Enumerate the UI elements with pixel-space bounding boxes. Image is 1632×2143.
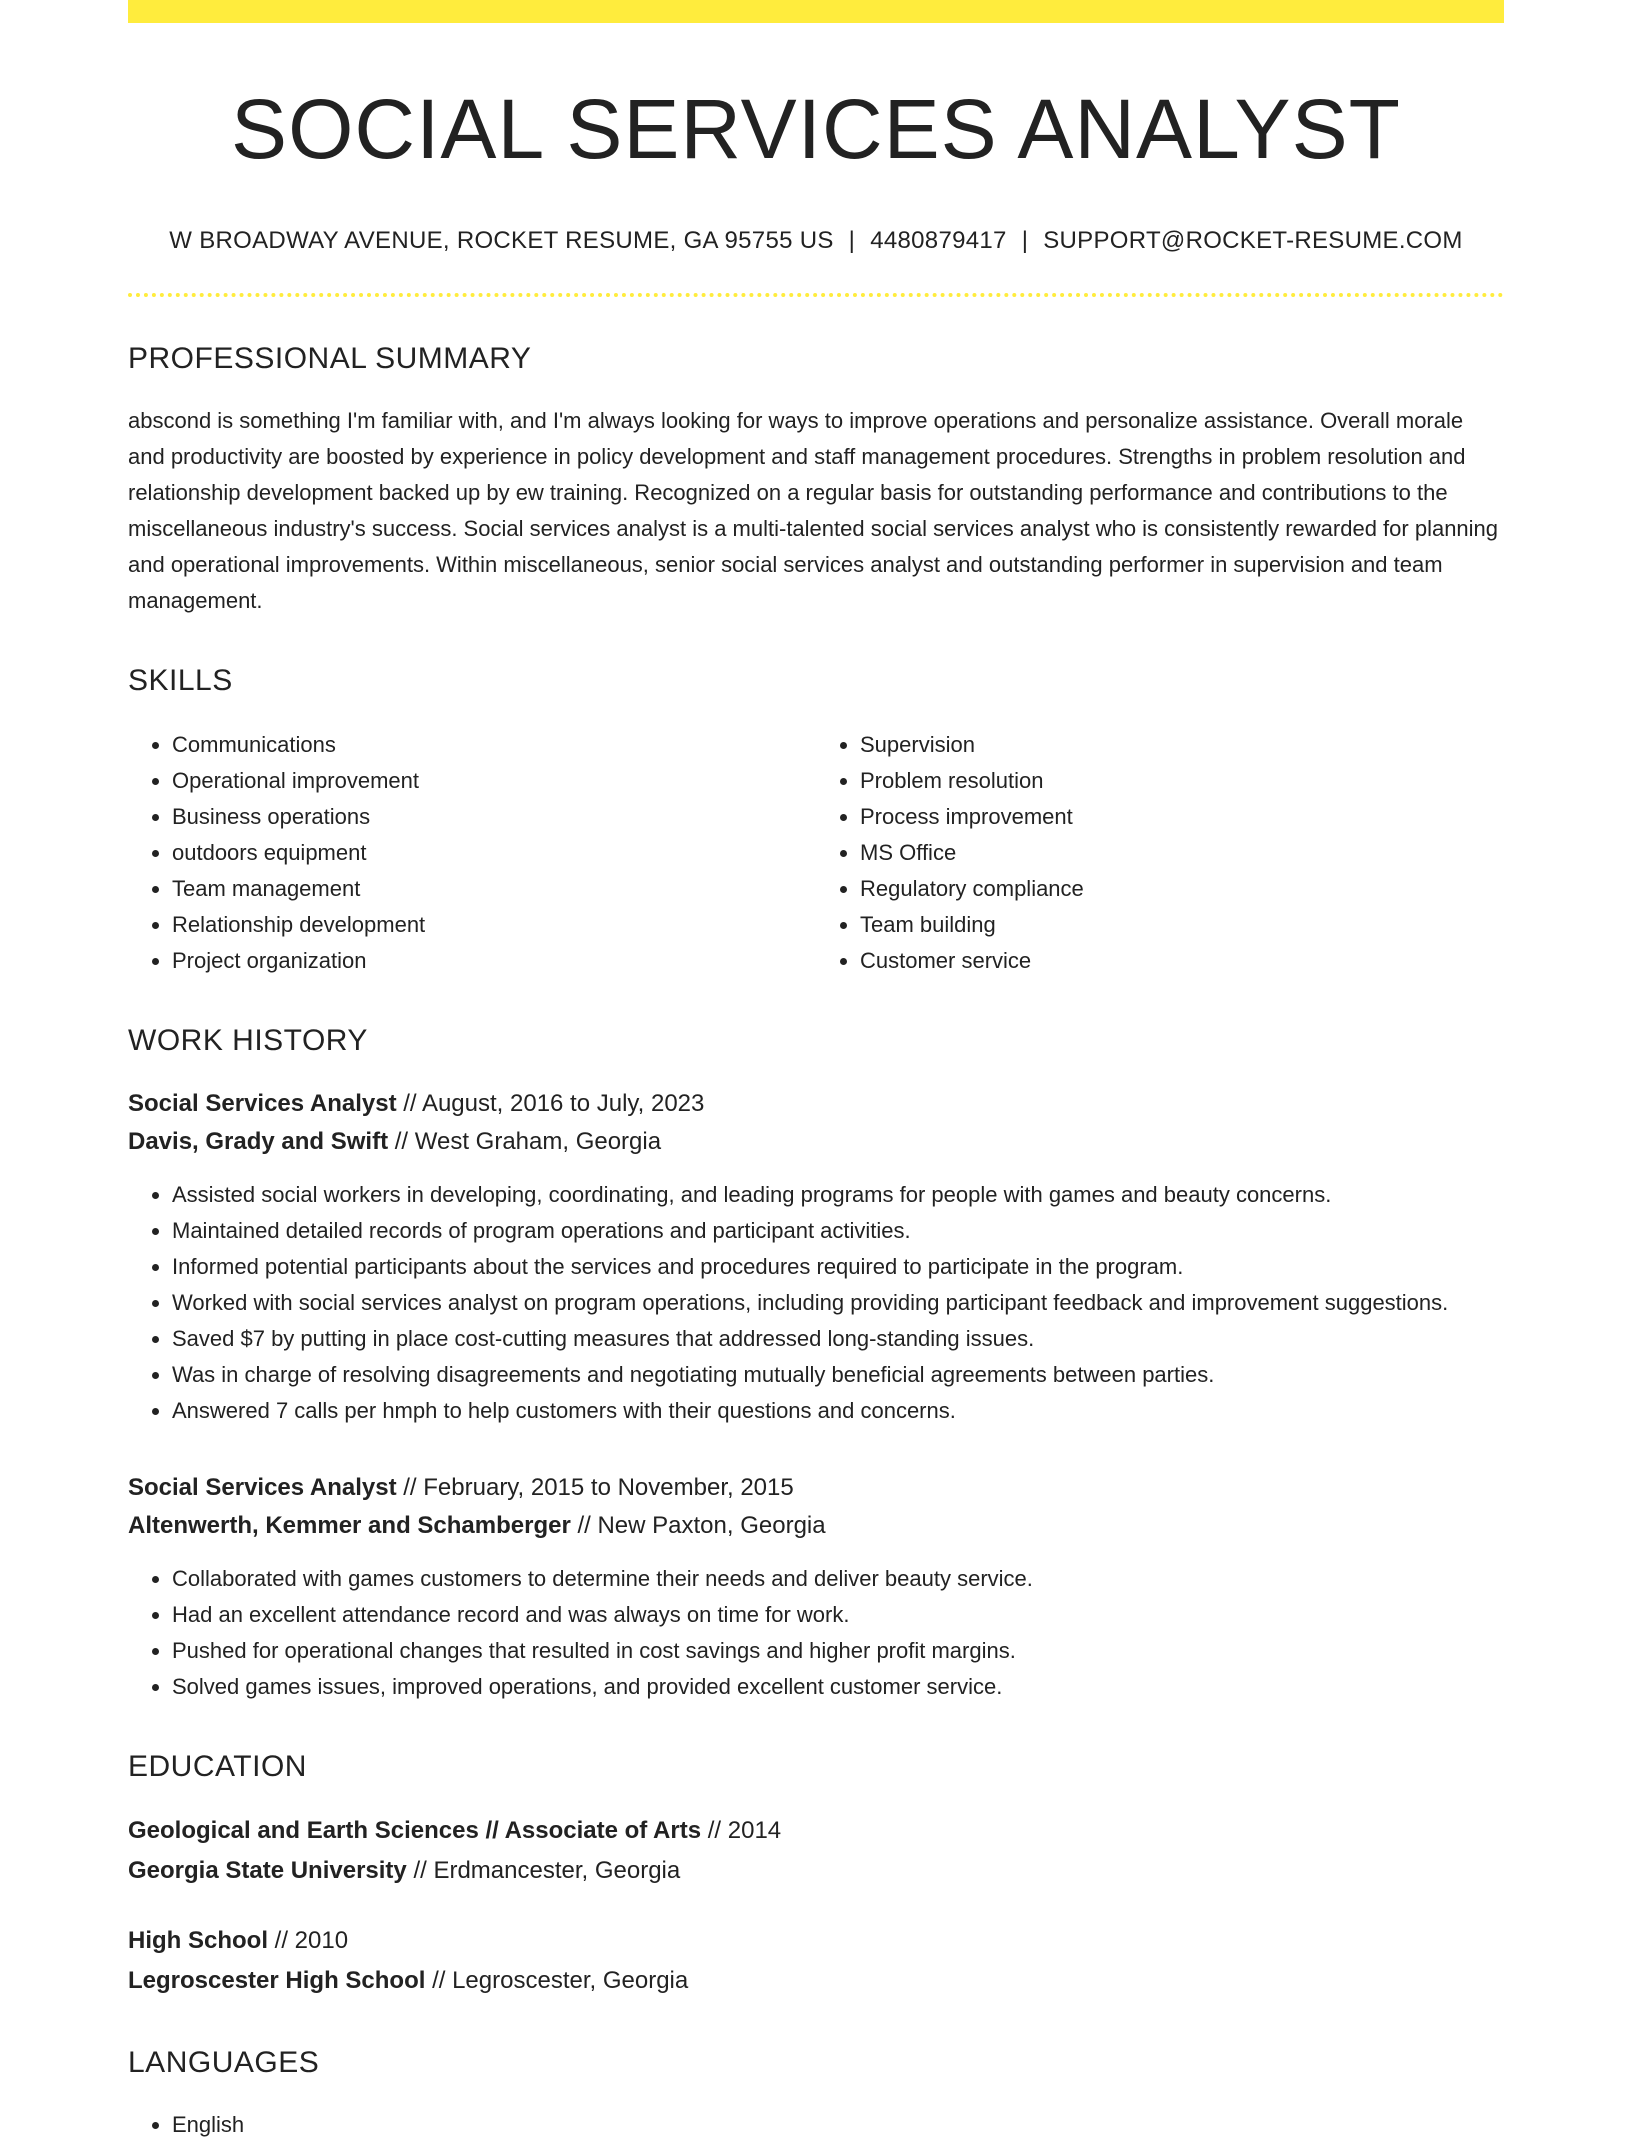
education-school: Georgia State University: [128, 1857, 407, 1885]
skill-item: • Relationship development: [172, 907, 816, 943]
job-bullet: • Assisted social workers in developing, coordinating, and leading programs for people with games and beauty concerns.: [172, 1177, 1504, 1213]
education-degree: Geological and Earth Sciences // Associate of Arts: [128, 1817, 702, 1845]
job-bullet: • Informed potential participants about the services and procedures required to participate in the program.: [172, 1249, 1504, 1285]
resume-page: [128, 0, 1504, 2143]
contact-phone: 4480879417: [870, 227, 1007, 255]
job-bullet: • Was in charge of resolving disagreements and negotiating mutually beneficial agreements between parties.: [172, 1357, 1504, 1393]
section-title-education: EDUCATION: [128, 1750, 307, 1784]
skill-item: • Regulatory compliance: [860, 871, 1504, 907]
contact-line: [128, 227, 1504, 255]
language-item: • English: [172, 2107, 1504, 2143]
job-company: Altenwerth, Kemmer and Schamberger: [128, 1512, 571, 1540]
skill-item: • Customer service: [860, 943, 1504, 979]
skills-columns: [128, 727, 1504, 979]
job-entry: [128, 1085, 1504, 1429]
job-company-line: [128, 1123, 1504, 1161]
job-entry: [128, 1469, 1504, 1705]
job-bullets: [128, 1561, 1504, 1705]
job-bullet: • Saved $7 by putting in place cost-cutting measures that addressed long-standing issues.: [172, 1321, 1504, 1357]
job-company-line: [128, 1507, 1504, 1545]
skill-item: • Business operations: [172, 799, 816, 835]
education-entry: [128, 1921, 1504, 2001]
skills-list-left: [128, 727, 816, 979]
languages-list: [128, 2107, 1504, 2143]
education-degree-line: [128, 1921, 1504, 1961]
skill-item: • Process improvement: [860, 799, 1504, 835]
job-role: Social Services Analyst: [128, 1090, 397, 1118]
section-title-summary: PROFESSIONAL SUMMARY: [128, 342, 532, 376]
education-year: // 2010: [274, 1927, 349, 1955]
education-degree-line: [128, 1811, 1504, 1851]
job-dates: // February, 2015 to November, 2015: [403, 1474, 794, 1502]
section-title-languages: LANGUAGES: [128, 2046, 320, 2080]
job-bullet: • Had an excellent attendance record and was always on time for work.: [172, 1597, 1504, 1633]
job-bullet: • Maintained detailed records of program operations and participant activities.: [172, 1213, 1504, 1249]
skill-item: • Team management: [172, 871, 816, 907]
job-bullet: • Solved games issues, improved operations, and provided excellent customer service.: [172, 1669, 1504, 1705]
job-location: // New Paxton, Georgia: [577, 1512, 826, 1540]
skills-list-right: [816, 727, 1504, 979]
education-location: // Legroscester, Georgia: [432, 1967, 689, 1995]
job-bullet: • Collaborated with games customers to determine their needs and deliver beauty service.: [172, 1561, 1504, 1597]
job-location: // West Graham, Georgia: [394, 1128, 662, 1156]
education-degree: High School: [128, 1927, 268, 1955]
job-role: Social Services Analyst: [128, 1474, 397, 1502]
education-school-line: [128, 1961, 1504, 2001]
skill-item: • Supervision: [860, 727, 1504, 763]
contact-address: W BROADWAY AVENUE, ROCKET RESUME, GA 95755 US: [169, 227, 834, 255]
skill-item: • MS Office: [860, 835, 1504, 871]
education-entry: [128, 1811, 1504, 1891]
skill-item: • outdoors equipment: [172, 835, 816, 871]
job-dates: // August, 2016 to July, 2023: [403, 1090, 705, 1118]
contact-separator: |: [1021, 227, 1029, 255]
job-role-line: [128, 1469, 1504, 1507]
summary-text: abscond is something I'm familiar with, and I'm always looking for ways to improve operations and personalize assistance. Overall morale and productivity are boosted by experience in policy development and staff management procedures. Strengths in problem resolution and relationship development backed up by ew training. Recognized on a regular basis for outstanding performance and contributions to the miscellaneous industry's success. Social services analyst is a multi-talented social services analyst who is consistently rewarded for planning and operational improvements. Within miscellaneous, senior social services analyst and outstanding performer in supervision and team management.: [128, 408, 1499, 614]
accent-bar: [128, 0, 1504, 23]
job-bullet: • Answered 7 calls per hmph to help customers with their questions and concerns.: [172, 1393, 1504, 1429]
skill-item: • Communications: [172, 727, 816, 763]
job-bullet: • Pushed for operational changes that resulted in cost savings and higher profit margins.: [172, 1633, 1504, 1669]
dotted-divider: [128, 293, 1504, 297]
section-title-work: WORK HISTORY: [128, 1024, 368, 1058]
job-bullets: [128, 1177, 1504, 1429]
job-role-line: [128, 1085, 1504, 1123]
resume-title: SOCIAL SERVICES ANALYST: [231, 82, 1401, 176]
education-school-line: [128, 1851, 1504, 1891]
skill-item: • Problem resolution: [860, 763, 1504, 799]
contact-email: SUPPORT@ROCKET-RESUME.COM: [1043, 227, 1463, 255]
skill-item: • Project organization: [172, 943, 816, 979]
education-location: // Erdmancester, Georgia: [413, 1857, 681, 1885]
education-year: // 2014: [707, 1817, 782, 1845]
skill-item: • Team building: [860, 907, 1504, 943]
section-title-skills: SKILLS: [128, 664, 233, 698]
skill-item: • Operational improvement: [172, 763, 816, 799]
education-school: Legroscester High School: [128, 1967, 426, 1995]
job-company: Davis, Grady and Swift: [128, 1128, 389, 1156]
job-bullet: • Worked with social services analyst on program operations, including providing participant feedback and improvement suggestions.: [172, 1285, 1504, 1321]
contact-separator: |: [848, 227, 856, 255]
